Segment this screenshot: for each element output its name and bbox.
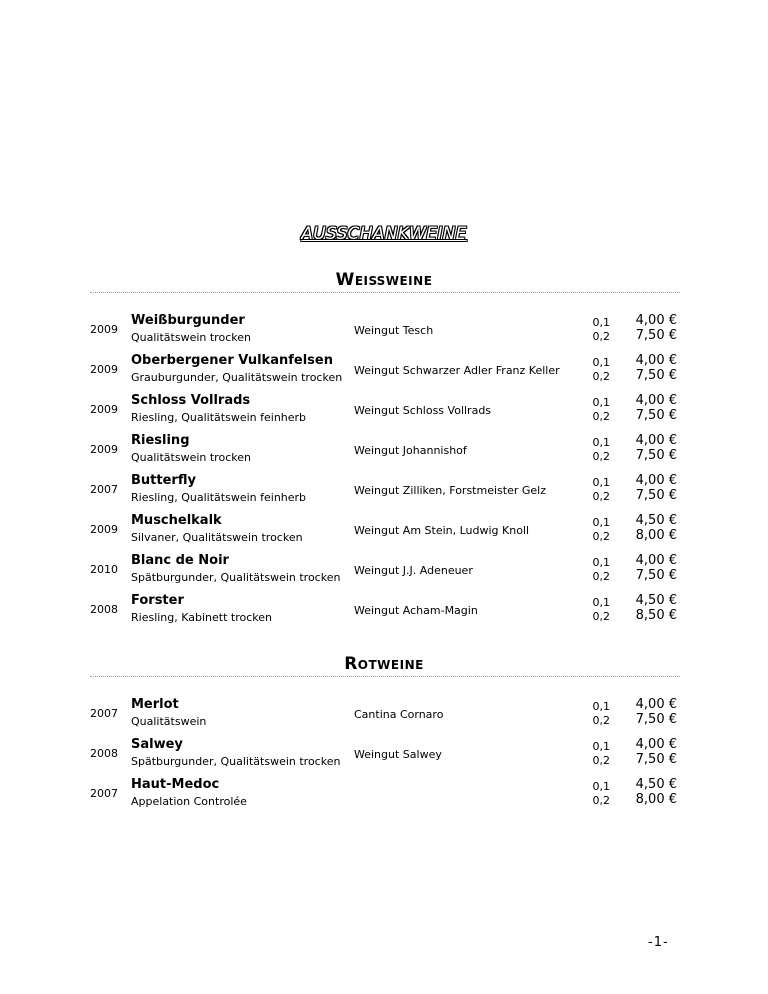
wine-producer: Weingut Zilliken, Forstmeister Gelz xyxy=(354,484,546,497)
wine-row xyxy=(90,697,680,735)
glass-sizes xyxy=(580,356,610,384)
vintage-year: 2009 xyxy=(90,523,118,536)
wine-name: Blanc de Noir xyxy=(131,553,229,568)
glass-size-large: 0,2 xyxy=(592,610,610,623)
price-large: 7,50 € xyxy=(635,448,677,463)
price-large: 8,00 € xyxy=(635,792,677,807)
wine-description: Qualitätswein xyxy=(131,715,207,728)
glass-size-large: 0,2 xyxy=(592,410,610,423)
glass-size-large: 0,2 xyxy=(592,754,610,767)
prices xyxy=(625,393,677,423)
wine-description: Riesling, Kabinett trocken xyxy=(131,611,273,624)
price-small: 4,00 € xyxy=(635,737,677,752)
glass-sizes xyxy=(580,436,610,464)
wine-producer: Weingut Acham-Magin xyxy=(354,604,478,617)
prices xyxy=(625,353,677,383)
glass-sizes xyxy=(580,316,610,344)
glass-size-large: 0,2 xyxy=(592,370,610,383)
wine-description: Spätburgunder, Qualitätswein trocken xyxy=(131,571,341,584)
glass-size-large: 0,2 xyxy=(592,450,610,463)
prices xyxy=(625,553,677,583)
wine-producer: Weingut Schwarzer Adler Franz Keller xyxy=(354,364,560,377)
glass-size-large: 0,2 xyxy=(592,570,610,583)
price-small: 4,00 € xyxy=(635,313,677,328)
wine-row xyxy=(90,473,680,511)
wine-description: Grauburgunder, Qualitätswein trocken xyxy=(131,371,343,384)
price-small: 4,50 € xyxy=(635,777,677,792)
wine-description: Qualitätswein trocken xyxy=(131,451,251,464)
glass-size-large: 0,2 xyxy=(592,530,610,543)
price-large: 8,00 € xyxy=(635,528,677,543)
glass-sizes xyxy=(580,596,610,624)
section-divider xyxy=(90,292,680,293)
wine-name: Oberbergener Vulkanfelsen xyxy=(131,353,333,368)
price-small: 4,00 € xyxy=(635,697,677,712)
price-small: 4,00 € xyxy=(635,473,677,488)
wine-name: Salwey xyxy=(131,737,183,752)
glass-size-small: 0,1 xyxy=(592,476,610,489)
glass-sizes xyxy=(580,740,610,768)
wine-producer: Weingut Am Stein, Ludwig Knoll xyxy=(354,524,530,537)
wine-name: Muschelkalk xyxy=(131,513,222,528)
page-number: -1- xyxy=(648,935,669,950)
wine-producer: Weingut Salwey xyxy=(354,748,442,761)
price-large: 8,50 € xyxy=(635,608,677,623)
wine-row xyxy=(90,777,680,815)
glass-size-small: 0,1 xyxy=(592,556,610,569)
price-large: 7,50 € xyxy=(635,368,677,383)
prices xyxy=(625,593,677,623)
glass-size-small: 0,1 xyxy=(592,396,610,409)
price-small: 4,00 € xyxy=(635,553,677,568)
glass-size-large: 0,2 xyxy=(592,490,610,503)
glass-sizes xyxy=(580,556,610,584)
glass-size-small: 0,1 xyxy=(592,740,610,753)
wine-row xyxy=(90,433,680,471)
section-heading-rotweine: Rotweine xyxy=(344,654,424,674)
price-small: 4,50 € xyxy=(635,513,677,528)
wine-name: Haut-Medoc xyxy=(131,777,220,792)
vintage-year: 2008 xyxy=(90,747,118,760)
wine-row xyxy=(90,393,680,431)
glass-sizes xyxy=(580,396,610,424)
wine-name: Weißburgunder xyxy=(131,313,245,328)
glass-sizes xyxy=(580,780,610,808)
wine-row xyxy=(90,553,680,591)
price-small: 4,00 € xyxy=(635,393,677,408)
vintage-year: 2010 xyxy=(90,563,118,576)
glass-size-large: 0,2 xyxy=(592,794,610,807)
glass-size-small: 0,1 xyxy=(592,700,610,713)
glass-size-large: 0,2 xyxy=(592,330,610,343)
prices xyxy=(625,737,677,767)
wine-name: Riesling xyxy=(131,433,190,448)
prices xyxy=(625,513,677,543)
vintage-year: 2009 xyxy=(90,363,118,376)
price-small: 4,00 € xyxy=(635,433,677,448)
wine-row xyxy=(90,353,680,391)
price-large: 7,50 € xyxy=(635,488,677,503)
vintage-year: 2007 xyxy=(90,483,118,496)
glass-size-small: 0,1 xyxy=(592,436,610,449)
glass-size-small: 0,1 xyxy=(592,516,610,529)
price-small: 4,00 € xyxy=(635,353,677,368)
wine-description: Appelation Controlée xyxy=(131,795,247,808)
vintage-year: 2008 xyxy=(90,603,118,616)
prices xyxy=(625,697,677,727)
wine-name: Forster xyxy=(131,593,184,608)
glass-size-small: 0,1 xyxy=(592,596,610,609)
wine-name: Merlot xyxy=(131,697,179,712)
wine-row xyxy=(90,737,680,775)
wine-producer: Weingut Johannishof xyxy=(354,444,467,457)
wine-name: Schloss Vollrads xyxy=(131,393,251,408)
vintage-year: 2009 xyxy=(90,403,118,416)
wine-description: Spätburgunder, Qualitätswein trocken xyxy=(131,755,341,768)
price-large: 7,50 € xyxy=(635,328,677,343)
wine-row xyxy=(90,513,680,551)
wine-row xyxy=(90,313,680,351)
glass-sizes xyxy=(580,476,610,504)
vintage-year: 2009 xyxy=(90,443,118,456)
wine-description: Silvaner, Qualitätswein trocken xyxy=(131,531,303,544)
wine-description: Qualitätswein trocken xyxy=(131,331,251,344)
section-divider xyxy=(90,676,680,677)
glass-size-small: 0,1 xyxy=(592,356,610,369)
wine-producer: Cantina Cornaro xyxy=(354,708,444,721)
vintage-year: 2009 xyxy=(90,323,118,336)
price-large: 7,50 € xyxy=(635,568,677,583)
price-large: 7,50 € xyxy=(635,408,677,423)
section-heading-weissweine: Weißweine xyxy=(335,270,433,290)
wine-producer: Weingut J.J. Adeneuer xyxy=(354,564,473,577)
wine-name: Butterfly xyxy=(131,473,196,488)
price-large: 7,50 € xyxy=(635,712,677,727)
glass-size-small: 0,1 xyxy=(592,316,610,329)
prices xyxy=(625,777,677,807)
vintage-year: 2007 xyxy=(90,787,118,800)
price-large: 7,50 € xyxy=(635,752,677,767)
prices xyxy=(625,313,677,343)
vintage-year: 2007 xyxy=(90,707,118,720)
glass-size-large: 0,2 xyxy=(592,714,610,727)
prices xyxy=(625,473,677,503)
glass-sizes xyxy=(580,700,610,728)
wine-description: Riesling, Qualitätswein feinherb xyxy=(131,411,307,424)
page-title: AUSSCHANKWEINE xyxy=(301,224,467,244)
wine-producer: Weingut Tesch xyxy=(354,324,434,337)
glass-size-small: 0,1 xyxy=(592,780,610,793)
price-small: 4,50 € xyxy=(635,593,677,608)
prices xyxy=(625,433,677,463)
wine-row xyxy=(90,593,680,631)
glass-sizes xyxy=(580,516,610,544)
wine-description: Riesling, Qualitätswein feinherb xyxy=(131,491,307,504)
wine-producer: Weingut Schloss Vollrads xyxy=(354,404,492,417)
